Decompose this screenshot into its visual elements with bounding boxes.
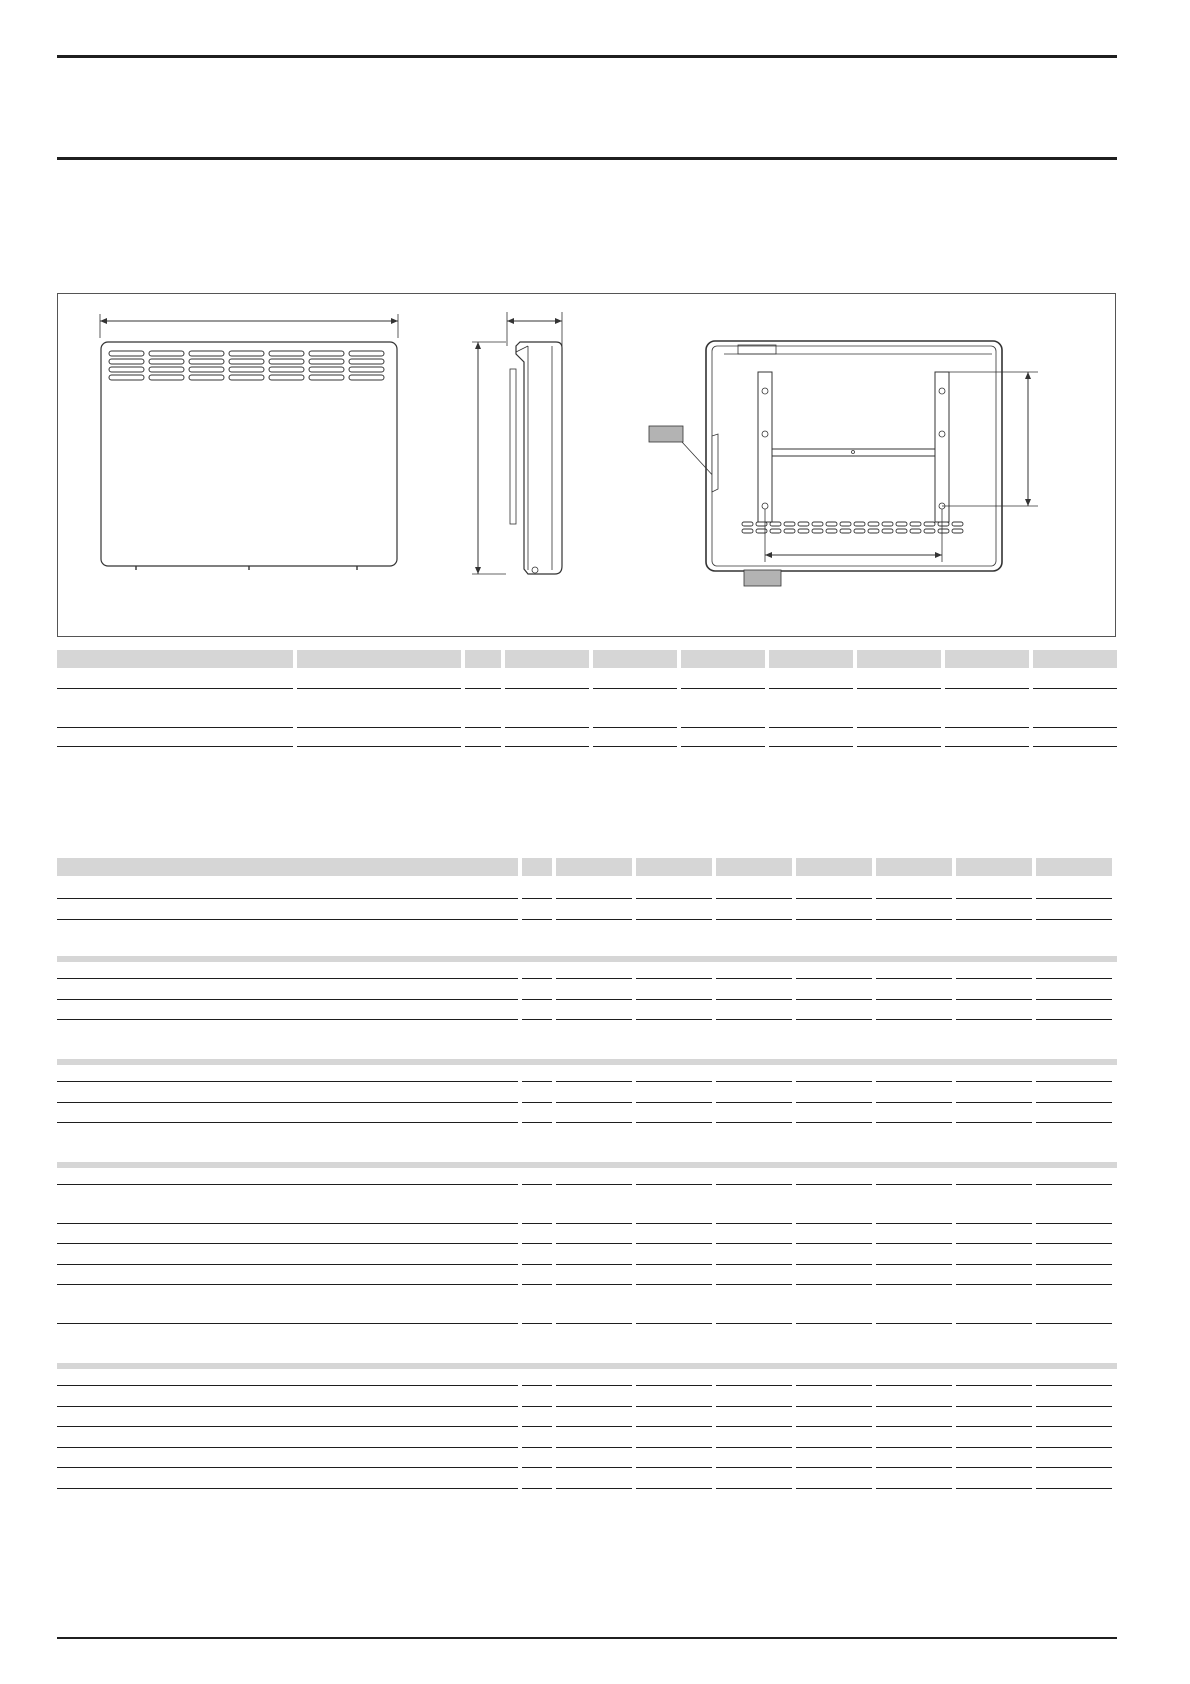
dimension-table-row-rule — [681, 727, 765, 728]
dimension-table-row-rule — [769, 688, 853, 689]
spec-table-row-rule — [876, 1243, 952, 1244]
spec-table-row-rule — [636, 999, 712, 1000]
spec-table-row-rule — [57, 1102, 518, 1103]
spec-table-row-rule — [522, 1122, 552, 1123]
dimension-table-row-rule — [465, 727, 501, 728]
spec-table-row-rule — [956, 898, 1032, 899]
spec-table-row-rule — [57, 1488, 518, 1489]
spec-table-row-rule — [636, 1488, 712, 1489]
spec-table-row-rule — [1036, 919, 1112, 920]
spec-table-row-rule — [522, 919, 552, 920]
dimension-table-row-rule — [945, 727, 1029, 728]
spec-table-row-rule — [636, 1081, 712, 1082]
spec-table-row-rule — [57, 1223, 518, 1224]
spec-table-row-rule — [956, 1081, 1032, 1082]
top-rule — [57, 55, 1117, 58]
heater-front-panel — [101, 342, 397, 566]
spec-table-row-rule — [796, 1426, 872, 1427]
spec-table-row-rule — [636, 1426, 712, 1427]
spec-table-row-rule — [556, 1406, 632, 1407]
spec-table-row-rule — [716, 1406, 792, 1407]
spec-table-row-rule — [556, 1488, 632, 1489]
spec-table-row-rule — [556, 1019, 632, 1020]
dimension-table-header-cell — [297, 650, 461, 668]
spec-table-row-rule — [636, 898, 712, 899]
spec-table-row-rule — [956, 1264, 1032, 1265]
dimension-table-row-rule — [857, 688, 941, 689]
spec-table-row-rule — [876, 1488, 952, 1489]
spec-table-row-rule — [556, 1323, 632, 1324]
spec-table-row-rule — [556, 1102, 632, 1103]
dimension-table-row-rule — [593, 746, 677, 747]
dimension-table-row-rule — [1033, 727, 1117, 728]
spec-table-row-rule — [956, 1102, 1032, 1103]
dimension-table-row-rule — [57, 727, 293, 728]
spec-table-row-rule — [876, 999, 952, 1000]
dimension-table-header-cell — [593, 650, 677, 668]
spec-table-row-rule — [876, 1122, 952, 1123]
spec-table-row-rule — [556, 1426, 632, 1427]
spec-table-row-rule — [556, 999, 632, 1000]
spec-table-row-rule — [1036, 1488, 1112, 1489]
spec-table-row-rule — [716, 1426, 792, 1427]
spec-table-row-rule — [57, 1426, 518, 1427]
spec-table-row-rule — [1036, 1019, 1112, 1020]
dimension-table-row-rule — [857, 727, 941, 728]
spec-table-row-rule — [956, 1184, 1032, 1185]
spec-table-row-rule — [796, 1243, 872, 1244]
spec-table-row-rule — [556, 1284, 632, 1285]
dimension-table-row-rule — [1033, 746, 1117, 747]
spec-table-row-rule — [522, 1467, 552, 1468]
spec-table-row-rule — [716, 1122, 792, 1123]
rear-view — [649, 341, 1038, 586]
spec-table-row-rule — [522, 1385, 552, 1386]
spec-table-row-rule — [636, 1467, 712, 1468]
dimension-table-row-rule — [297, 746, 461, 747]
dimension-table — [57, 650, 1117, 756]
spec-table-row-rule — [57, 1184, 518, 1185]
spec-table-row-rule — [796, 1019, 872, 1020]
spec-table-row-rule — [956, 1243, 1032, 1244]
spec-table-row-rule — [956, 1323, 1032, 1324]
spec-table-row-rule — [57, 1264, 518, 1265]
front-view — [100, 314, 398, 570]
spec-table-row-rule — [57, 919, 518, 920]
dimension-table-row-rule — [593, 727, 677, 728]
spec-table-row-rule — [636, 1243, 712, 1244]
spec-table-row-rule — [636, 1102, 712, 1103]
dimension-table-header-cell — [57, 650, 293, 668]
spec-table-row-rule — [956, 1223, 1032, 1224]
spec-table-row-rule — [636, 1385, 712, 1386]
spec-table-row-rule — [1036, 1081, 1112, 1082]
spec-table-row-rule — [876, 1223, 952, 1224]
spec-table-row-rule — [1036, 1323, 1112, 1324]
wall-bracket-side — [510, 369, 516, 524]
spec-table-row-rule — [716, 1243, 792, 1244]
spec-table-row-rule — [57, 1323, 518, 1324]
spec-table-row-rule — [57, 999, 518, 1000]
spec-table-row-rule — [1036, 1243, 1112, 1244]
spec-table-row-rule — [556, 1081, 632, 1082]
spec-table — [57, 858, 1117, 1498]
callout-box-bottom — [744, 570, 781, 586]
spec-table-header-cell — [556, 858, 632, 876]
dimension-table-header-cell — [769, 650, 853, 668]
spec-table-row-rule — [57, 1081, 518, 1082]
spec-table-row-rule — [1036, 1184, 1112, 1185]
dimension-table-header-cell — [465, 650, 501, 668]
spec-table-row-rule — [956, 1122, 1032, 1123]
spec-table-row-rule — [876, 919, 952, 920]
spec-table-row-rule — [956, 1447, 1032, 1448]
spec-table-row-rule — [956, 919, 1032, 920]
dimension-table-row-rule — [505, 746, 589, 747]
spec-table-row-rule — [522, 1426, 552, 1427]
spec-table-row-rule — [956, 1385, 1032, 1386]
spec-table-row-rule — [1036, 1385, 1112, 1386]
dimension-table-row-rule — [769, 727, 853, 728]
spec-table-row-rule — [956, 1426, 1032, 1427]
spec-table-row-rule — [716, 1102, 792, 1103]
spec-table-row-rule — [956, 1467, 1032, 1468]
spec-table-row-rule — [522, 999, 552, 1000]
spec-table-row-rule — [956, 1284, 1032, 1285]
spec-table-row-rule — [1036, 1223, 1112, 1224]
spec-table-header-cell — [716, 858, 792, 876]
dimension-table-row-rule — [1033, 688, 1117, 689]
spec-table-row-rule — [956, 978, 1032, 979]
dimension-table-row-rule — [593, 688, 677, 689]
dimension-table-header-cell — [945, 650, 1029, 668]
spec-table-row-rule — [796, 1488, 872, 1489]
spec-table-row-rule — [796, 1184, 872, 1185]
spec-table-row-rule — [796, 1385, 872, 1386]
spec-table-row-rule — [716, 978, 792, 979]
spec-table-row-rule — [876, 1264, 952, 1265]
spec-table-row-rule — [876, 1385, 952, 1386]
spec-table-row-rule — [716, 1467, 792, 1468]
spec-table-row-rule — [1036, 1264, 1112, 1265]
spec-table-row-rule — [1036, 1426, 1112, 1427]
spec-table-row-rule — [716, 1385, 792, 1386]
spec-table-row-rule — [556, 1467, 632, 1468]
spec-table-row-rule — [636, 1406, 712, 1407]
spec-table-row-rule — [956, 1406, 1032, 1407]
spec-table-row-rule — [876, 1426, 952, 1427]
dimension-table-header-cell — [1033, 650, 1117, 668]
spec-table-row-rule — [796, 1323, 872, 1324]
spec-table-row-rule — [796, 1467, 872, 1468]
spec-table-section-band — [57, 956, 1117, 962]
spec-table-header-cell — [796, 858, 872, 876]
spec-table-row-rule — [57, 1122, 518, 1123]
spec-table-row-rule — [1036, 898, 1112, 899]
spec-table-row-rule — [556, 919, 632, 920]
spec-table-row-rule — [716, 1264, 792, 1265]
spec-table-row-rule — [522, 978, 552, 979]
spec-table-row-rule — [522, 1019, 552, 1020]
spec-table-row-rule — [556, 1184, 632, 1185]
spec-table-row-rule — [796, 1264, 872, 1265]
spec-table-row-rule — [796, 1406, 872, 1407]
dimension-table-row-rule — [505, 688, 589, 689]
dimension-table-row-rule — [945, 688, 1029, 689]
dimension-table-row-rule — [297, 727, 461, 728]
spec-table-row-rule — [522, 1081, 552, 1082]
spec-table-row-rule — [716, 1488, 792, 1489]
spec-table-row-rule — [876, 1323, 952, 1324]
spec-table-row-rule — [956, 1488, 1032, 1489]
spec-table-row-rule — [876, 1102, 952, 1103]
spec-table-section-band — [57, 1162, 1117, 1168]
dimension-table-row-rule — [465, 688, 501, 689]
spec-table-row-rule — [876, 1467, 952, 1468]
dimension-table-row-rule — [769, 746, 853, 747]
side-profile — [516, 342, 562, 574]
spec-table-row-rule — [57, 1284, 518, 1285]
spec-table-row-rule — [796, 1447, 872, 1448]
spec-table-row-rule — [796, 1122, 872, 1123]
spec-table-row-rule — [796, 919, 872, 920]
spec-table-row-rule — [956, 999, 1032, 1000]
spec-table-row-rule — [1036, 978, 1112, 979]
spec-table-row-rule — [636, 1264, 712, 1265]
spec-table-row-rule — [876, 898, 952, 899]
dimension-table-row-rule — [57, 746, 293, 747]
drawing-canvas — [58, 294, 1117, 638]
spec-table-row-rule — [57, 1447, 518, 1448]
spec-table-row-rule — [1036, 999, 1112, 1000]
spec-table-header-cell — [1036, 858, 1112, 876]
spec-table-row-rule — [716, 1184, 792, 1185]
spec-table-row-rule — [796, 1102, 872, 1103]
spec-table-section-band — [57, 1059, 1117, 1065]
spec-table-row-rule — [522, 1447, 552, 1448]
spec-table-row-rule — [876, 1406, 952, 1407]
bottom-rule — [57, 1637, 1117, 1639]
spec-table-row-rule — [522, 1406, 552, 1407]
spec-table-header-cell — [956, 858, 1032, 876]
spec-table-row-rule — [1036, 1284, 1112, 1285]
spec-table-row-rule — [956, 1019, 1032, 1020]
side-view — [472, 312, 562, 574]
spec-table-row-rule — [796, 1223, 872, 1224]
spec-table-row-rule — [522, 1223, 552, 1224]
spec-table-row-rule — [556, 898, 632, 899]
spec-table-row-rule — [522, 1184, 552, 1185]
spec-table-header-cell — [636, 858, 712, 876]
dimension-drawing — [57, 293, 1116, 637]
spec-table-row-rule — [716, 1284, 792, 1285]
spec-table-row-rule — [876, 1284, 952, 1285]
spec-table-row-rule — [57, 1243, 518, 1244]
spec-table-row-rule — [636, 1019, 712, 1020]
dimension-table-row-rule — [681, 688, 765, 689]
spec-table-row-rule — [876, 1081, 952, 1082]
spec-table-row-rule — [876, 978, 952, 979]
spec-table-row-rule — [556, 1385, 632, 1386]
spec-table-row-rule — [716, 898, 792, 899]
dimension-table-row-rule — [505, 727, 589, 728]
spec-table-row-rule — [1036, 1122, 1112, 1123]
spec-table-header-cell — [876, 858, 952, 876]
spec-table-row-rule — [876, 1184, 952, 1185]
spec-table-row-rule — [716, 919, 792, 920]
spec-table-row-rule — [57, 978, 518, 979]
spec-table-row-rule — [716, 1447, 792, 1448]
spec-table-row-rule — [556, 1223, 632, 1224]
spec-table-header-cell — [57, 858, 518, 876]
spec-table-row-rule — [522, 1284, 552, 1285]
spec-table-row-rule — [876, 1019, 952, 1020]
dimension-table-row-rule — [945, 746, 1029, 747]
dimension-table-row-rule — [681, 746, 765, 747]
spec-table-row-rule — [522, 1488, 552, 1489]
spec-table-row-rule — [796, 1284, 872, 1285]
dimension-table-header-cell — [857, 650, 941, 668]
spec-table-header-cell — [522, 858, 552, 876]
callout-box-left — [649, 426, 683, 442]
spec-table-row-rule — [636, 1122, 712, 1123]
spec-table-row-rule — [716, 1019, 792, 1020]
spec-table-row-rule — [522, 1323, 552, 1324]
spec-table-row-rule — [716, 999, 792, 1000]
spec-table-row-rule — [57, 1406, 518, 1407]
spec-table-row-rule — [556, 1122, 632, 1123]
dimension-table-row-rule — [297, 688, 461, 689]
spec-table-section-band — [57, 1363, 1117, 1369]
spec-table-row-rule — [556, 1447, 632, 1448]
spec-table-row-rule — [636, 1223, 712, 1224]
title-rule — [57, 157, 1117, 160]
spec-table-row-rule — [636, 1323, 712, 1324]
spec-table-row-rule — [57, 898, 518, 899]
spec-table-row-rule — [522, 1264, 552, 1265]
spec-table-row-rule — [556, 1264, 632, 1265]
spec-table-row-rule — [522, 1102, 552, 1103]
spec-table-row-rule — [1036, 1467, 1112, 1468]
spec-table-row-rule — [556, 1243, 632, 1244]
spec-table-row-rule — [57, 1385, 518, 1386]
spec-table-row-rule — [556, 978, 632, 979]
dimension-table-row-rule — [57, 688, 293, 689]
spec-table-row-rule — [636, 1284, 712, 1285]
spec-table-row-rule — [876, 1447, 952, 1448]
dimension-table-row-rule — [465, 746, 501, 747]
spec-table-row-rule — [522, 1243, 552, 1244]
spec-table-row-rule — [716, 1081, 792, 1082]
spec-table-row-rule — [796, 1081, 872, 1082]
spec-table-row-rule — [636, 1184, 712, 1185]
spec-table-row-rule — [636, 919, 712, 920]
dimension-table-header-cell — [681, 650, 765, 668]
dimension-table-header-cell — [505, 650, 589, 668]
spec-table-row-rule — [796, 898, 872, 899]
dimension-table-row-rule — [857, 746, 941, 747]
spec-table-row-rule — [716, 1323, 792, 1324]
spec-table-row-rule — [1036, 1102, 1112, 1103]
spec-table-row-rule — [636, 1447, 712, 1448]
spec-table-row-rule — [1036, 1406, 1112, 1407]
spec-table-row-rule — [796, 978, 872, 979]
spec-table-row-rule — [57, 1019, 518, 1020]
spec-table-row-rule — [522, 898, 552, 899]
spec-table-row-rule — [1036, 1447, 1112, 1448]
spec-table-row-rule — [716, 1223, 792, 1224]
spec-table-row-rule — [796, 999, 872, 1000]
spec-table-row-rule — [57, 1467, 518, 1468]
spec-table-row-rule — [636, 978, 712, 979]
